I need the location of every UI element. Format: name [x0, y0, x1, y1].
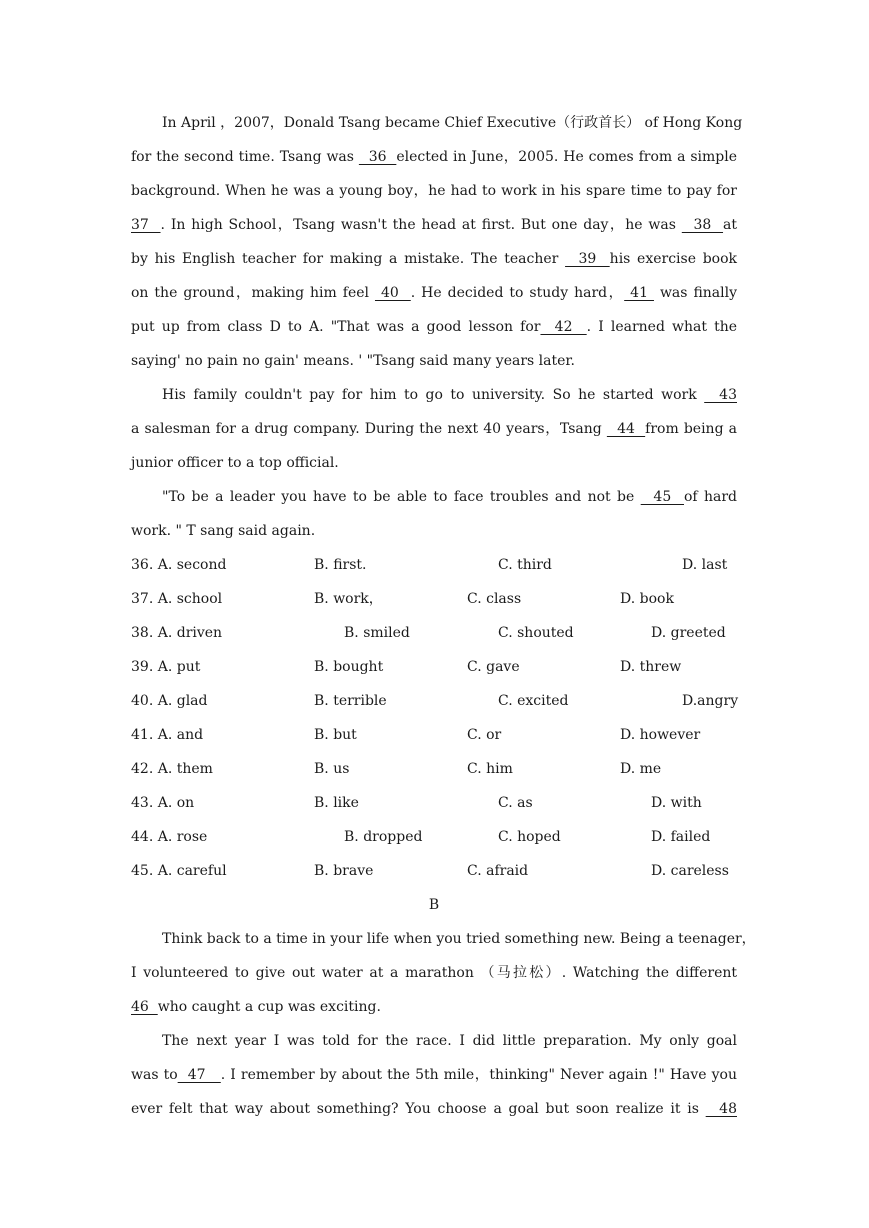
option-d: D. last [682, 557, 728, 573]
text-line: for the second time. Tsang was 36 elected in June，2005. He comes from a simple [131, 149, 738, 165]
answer-blank: 45 [640, 489, 684, 505]
option-c: C. afraid [467, 863, 529, 879]
option-a: 43. A. on [131, 795, 195, 811]
paragraph [131, 106, 743, 378]
option-b: B. us [314, 761, 350, 777]
question-row [131, 820, 737, 854]
answer-blank: 46 [131, 999, 158, 1015]
text-line: Think back to a time in your life when you tried something new. Being a teenager， [162, 931, 756, 947]
option-b: B. like [314, 795, 359, 811]
answer-blank: 43 [704, 387, 737, 403]
question-row [131, 650, 737, 684]
question-row [131, 684, 737, 718]
option-c: C. gave [467, 659, 520, 675]
option-c: C. hoped [498, 829, 561, 845]
option-d: D. failed [651, 829, 711, 845]
option-a: 45. A. careful [131, 863, 227, 879]
option-d: D. careless [651, 863, 729, 879]
answer-blank: 37 [131, 217, 161, 233]
option-a: 36. A. second [131, 557, 227, 573]
text-line: work. " T sang said again. [131, 523, 316, 539]
option-d: D. threw [620, 659, 682, 675]
option-b: B. but [314, 727, 357, 743]
answer-blank: 44 [606, 421, 646, 437]
passage-a [131, 106, 743, 548]
option-d: D. me [620, 761, 662, 777]
option-a: 40. A. glad [131, 693, 208, 709]
paragraph [131, 922, 756, 1024]
question-row [131, 718, 737, 752]
answer-blank: 36 [358, 149, 397, 165]
option-a: 37. A. school [131, 591, 223, 607]
passage-b [131, 922, 756, 1126]
option-a: 38. A. driven [131, 625, 223, 641]
question-row [131, 548, 737, 582]
option-c: C. excited [498, 693, 569, 709]
question-list [131, 548, 737, 888]
answer-blank: 40 [374, 285, 411, 301]
text-line: His family couldn't pay for him to go to university. So he started work 43 [162, 387, 737, 403]
section-b-heading: B [428, 897, 440, 913]
text-line: In April ，2007，Donald Tsang became Chief Executive（行政首长） of Hong Kong [162, 115, 743, 131]
answer-blank: 39 [565, 251, 610, 267]
option-a: 44. A. rose [131, 829, 208, 845]
question-row [131, 854, 737, 888]
option-a: 41. A. and [131, 727, 204, 743]
question-row [131, 752, 737, 786]
option-b: B. smiled [344, 625, 410, 641]
question-row [131, 582, 737, 616]
option-c: C. him [467, 761, 513, 777]
option-b: B. dropped [344, 829, 423, 845]
option-b: B. work， [314, 591, 383, 607]
text-line: put up from class D to A. "That was a good lesson for 42 . I learned what the [131, 319, 737, 335]
option-d: D. book [620, 591, 674, 607]
option-c: C. third [498, 557, 552, 573]
text-line: I volunteered to give out water at a marathon （马拉松）. Watching the different [131, 965, 737, 981]
option-d: D. however [620, 727, 701, 743]
text-line: "To be a leader you have to be able to face troubles and not be 45 of hard [162, 489, 738, 505]
answer-blank: 47 [177, 1067, 221, 1083]
answer-blank: 42 [540, 319, 587, 335]
document-page [131, 106, 756, 1126]
option-b: B. terrible [314, 693, 387, 709]
question-row [131, 786, 737, 820]
text-line: 37 . In high School，Tsang wasn't the head at first. But one day，he was 38 at [131, 217, 738, 233]
answer-blank: 41 [624, 285, 654, 301]
paragraph [131, 378, 737, 480]
paragraph [131, 1024, 737, 1126]
text-line: ever felt that way about something? You choose a goal but soon realize it is 48 [131, 1101, 737, 1117]
text-line: a salesman for a drug company. During the next 40 years，Tsang 44 from being a [131, 421, 737, 437]
text-line: by his English teacher for making a mistake. The teacher 39 his exercise book [131, 251, 737, 267]
text-line: The next year I was told for the race. I did little preparation. My only goal [162, 1033, 737, 1049]
option-b: B. first. [314, 557, 367, 573]
paragraph [131, 480, 737, 548]
option-c: C. or [467, 727, 502, 743]
text-line: background. When he was a young boy，he had to work in his spare time to pay for [131, 183, 737, 199]
text-line: was to 47 . I remember by about the 5th mile，thinking" Never again !" Have you [131, 1067, 737, 1083]
text-line: 46 who caught a cup was exciting. [131, 999, 381, 1015]
option-d: D. with [651, 795, 702, 811]
option-a: 42. A. them [131, 761, 213, 777]
option-c: C. as [498, 795, 533, 811]
question-row [131, 616, 737, 650]
text-line: saying' no pain no gain' means. ' "Tsang said many years later. [131, 353, 575, 369]
text-line: junior officer to a top official. [131, 455, 339, 471]
option-b: B. brave [314, 863, 374, 879]
option-d: D.angry [682, 693, 739, 709]
option-d: D. greeted [651, 625, 726, 641]
option-a: 39. A. put [131, 659, 201, 675]
answer-blank: 48 [705, 1101, 737, 1117]
option-c: C. shouted [498, 625, 574, 641]
answer-blank: 38 [681, 217, 724, 233]
text-line: on the ground，making him feel 40 . He decided to study hard， 41 was finally [131, 285, 738, 301]
option-c: C. class [467, 591, 522, 607]
option-b: B. bought [314, 659, 384, 675]
